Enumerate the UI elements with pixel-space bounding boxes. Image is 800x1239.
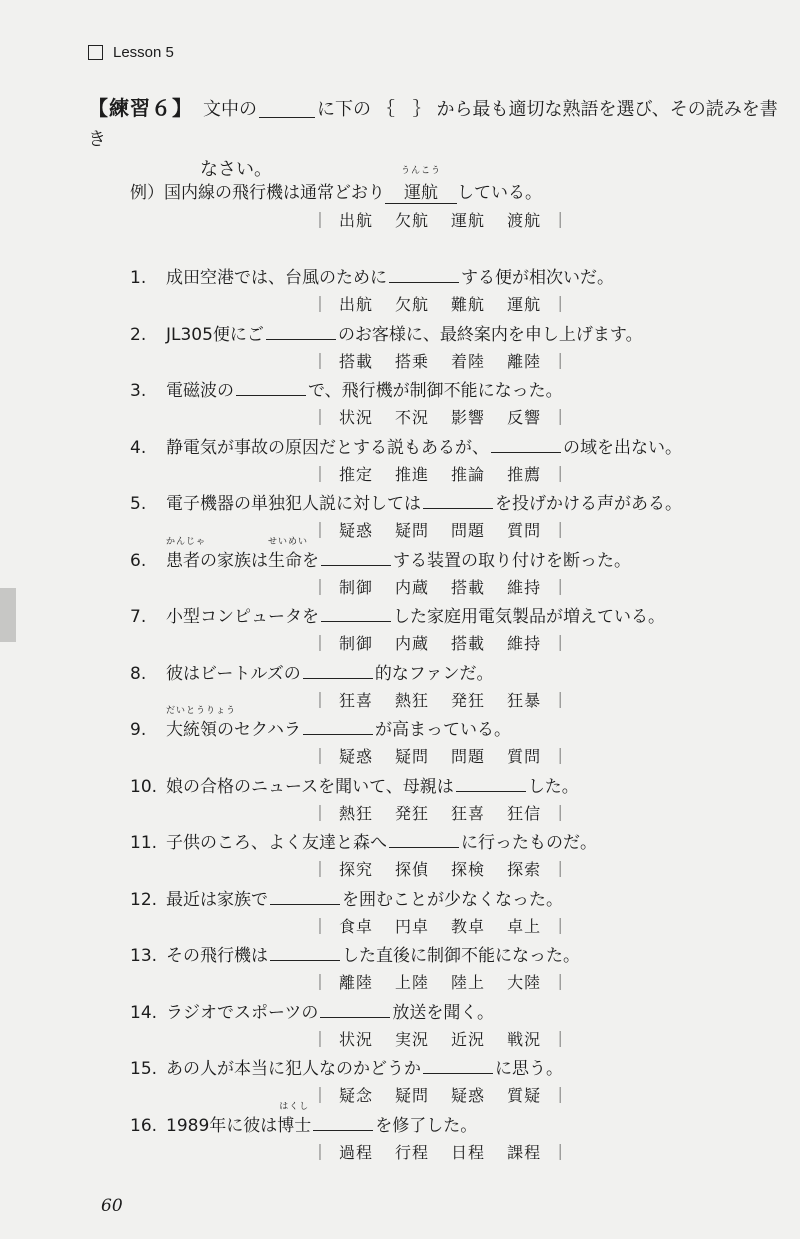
choice-option: 狂喜	[339, 691, 374, 710]
question-number: 5.	[130, 494, 147, 514]
question-number: 10.	[130, 777, 158, 797]
lesson-header	[88, 44, 174, 61]
choice-option: 維持	[507, 634, 542, 653]
question-number: 13.	[130, 946, 158, 966]
instruction-text-d: なさい。	[200, 159, 272, 180]
checkbox-square-icon	[88, 45, 103, 60]
brace-close: ｜	[552, 691, 569, 710]
side-thumb-tab	[0, 588, 16, 642]
sentence-after-blank: で、飛行機が制御不能になった。	[308, 381, 563, 401]
choice-option: 上陸	[395, 973, 430, 992]
choice-set	[312, 518, 568, 541]
question-sentence	[130, 772, 579, 797]
brace-open: ｜	[312, 747, 329, 766]
furigana: せいめい	[268, 537, 309, 547]
brace-open: ｜	[312, 917, 329, 936]
sentence-before-blank: 子供のころ、よく友達と森へ	[166, 833, 387, 853]
choice-option: 熱狂	[339, 804, 374, 823]
brace-close: ｜	[552, 578, 569, 597]
sentence-before-blank: のセクハラ	[217, 720, 301, 740]
sentence-after-blank: 放送を聞く。	[392, 1003, 494, 1023]
brace-close: ｜	[552, 1086, 569, 1105]
question-sentence	[130, 602, 665, 627]
instruction-text-c: から最も適切な熟語を選び、その読みを書き	[88, 99, 778, 150]
question-sentence	[130, 489, 682, 514]
choice-option: 疑問	[395, 521, 430, 540]
choice-option: 出航	[339, 211, 374, 230]
ruby-base: 博士	[277, 1116, 312, 1136]
ruby-base: 大統領	[166, 720, 217, 740]
choice-option: 内蔵	[395, 578, 430, 597]
brace-close: ｜	[552, 1030, 569, 1049]
brace-open: ｜	[312, 860, 329, 879]
sentence-before-blank: 小型コンピュータを	[166, 607, 319, 627]
brace-close: ｜	[552, 295, 569, 314]
choice-set	[312, 970, 568, 993]
choice-option: 搭載	[451, 634, 486, 653]
question-sentence	[130, 828, 597, 853]
choice-option: 推薦	[507, 465, 542, 484]
sentence-after-blank: に行ったものだ。	[461, 833, 597, 853]
choice-set	[312, 1027, 568, 1050]
exercise-tag: 【練習６】	[88, 96, 193, 120]
choice-option: 離陸	[507, 352, 542, 371]
sentence-before-blank: JL305便にご	[166, 325, 264, 345]
choice-option: 運航	[451, 211, 486, 230]
choice-option: 搭載	[339, 352, 374, 371]
choice-option: 探索	[507, 860, 542, 879]
sentence-before-blank: 娘の合格のニュースを聞いて、母親は	[166, 777, 454, 797]
question-sentence	[130, 998, 494, 1023]
sentence-after-blank: のお客様に、最終案内を申し上げます。	[337, 325, 643, 345]
choice-option: 推定	[339, 465, 374, 484]
question-number: 8.	[130, 664, 147, 684]
example-suffix: している。	[457, 183, 542, 203]
choice-option: 影響	[451, 408, 486, 427]
brace-close: ｜	[552, 634, 569, 653]
question-number: 6.	[130, 551, 147, 571]
choice-set	[312, 801, 568, 824]
example-answer-ruby: うんこう	[400, 166, 441, 176]
choice-set	[312, 744, 568, 767]
sentence-before-blank: 彼はビートルズの	[166, 664, 301, 684]
choice-option: 維持	[507, 578, 542, 597]
choice-option: 着陸	[451, 352, 486, 371]
choice-option: 熱狂	[395, 691, 430, 710]
instruction-text-a: 文中の	[203, 99, 257, 120]
answer-blank	[313, 1112, 373, 1131]
sentence-before-blank: あの人が本当に犯人なのかどうか	[166, 1059, 421, 1079]
choice-option: 問題	[451, 747, 486, 766]
question-sentence	[130, 1054, 563, 1079]
question-sentence	[130, 706, 511, 740]
choice-option: 搭乗	[395, 352, 430, 371]
answer-blank	[320, 999, 390, 1018]
choice-option: 離陸	[339, 973, 374, 992]
sentence-after-blank: を投げかける声がある。	[495, 494, 682, 514]
instruction-text-b: に下の	[317, 99, 371, 120]
brace-open: ｜	[312, 295, 329, 314]
example-choices: ｜ 出航 欠航 運航 渡航 ｜	[312, 208, 568, 231]
choice-option: 疑問	[395, 747, 430, 766]
brace-close: ｜	[552, 973, 569, 992]
brace-close: ｝	[412, 99, 431, 120]
choice-set	[312, 1140, 568, 1163]
question-number: 2.	[130, 325, 147, 345]
question-sentence	[130, 885, 563, 910]
choice-option: 疑惑	[339, 747, 374, 766]
sentence-after-blank: する便が相次いだ。	[461, 268, 614, 288]
choice-set	[312, 1083, 568, 1106]
brace-open: ｜	[312, 408, 329, 427]
choice-option: 推進	[395, 465, 430, 484]
choice-option: 探偵	[395, 860, 430, 879]
choice-option: 戦況	[507, 1030, 542, 1049]
sentence-after-blank: が高まっている。	[374, 720, 511, 740]
sentence-after-blank: した家庭用電気製品が増えている。	[393, 607, 665, 627]
question-number: 15.	[130, 1059, 158, 1079]
answer-blank	[491, 434, 561, 453]
answer-blank	[389, 829, 459, 848]
answer-blank	[423, 1055, 493, 1074]
question-number: 12.	[130, 890, 158, 910]
choice-option: 行程	[395, 1143, 430, 1162]
brace-open: ｜	[312, 1086, 329, 1105]
choice-option: 過程	[339, 1143, 374, 1162]
choice-option: 不況	[395, 408, 430, 427]
brace-open: ｜	[312, 352, 329, 371]
furigana: かんじゃ	[166, 537, 207, 547]
choice-option: 出航	[339, 295, 374, 314]
question-number: 11.	[130, 833, 158, 853]
sentence-after-blank: した。	[527, 777, 579, 797]
choice-option: 質問	[507, 521, 542, 540]
sentence-before-blank: ラジオでスポーツの	[166, 1003, 319, 1023]
sentence-after-blank: を囲むことが少なくなった。	[342, 890, 563, 910]
brace-open: ｛	[376, 99, 395, 120]
sentence-before-blank: 1989年に彼は	[166, 1116, 278, 1136]
brace-open: ｜	[312, 1143, 329, 1162]
choice-option: 制御	[339, 578, 374, 597]
ruby-word	[166, 537, 207, 571]
instruction-blank	[259, 99, 315, 118]
choice-set	[312, 462, 568, 485]
brace-open: ｜	[312, 973, 329, 992]
question-number: 1.	[130, 268, 147, 288]
choice-option: 運航	[507, 295, 542, 314]
choice-option: 発狂	[395, 804, 430, 823]
answer-blank	[423, 490, 493, 509]
sentence-before-blank: 最近は家族で	[166, 890, 268, 910]
answer-blank	[303, 660, 373, 679]
choice-set	[312, 405, 568, 428]
choice-option: 狂信	[507, 804, 542, 823]
brace-close: ｜	[552, 408, 569, 427]
question-sentence	[130, 376, 563, 401]
answer-blank	[236, 377, 306, 396]
question-number: 4.	[130, 438, 147, 458]
choice-option: 円卓	[395, 917, 430, 936]
example-answer-text: 運航	[404, 183, 438, 203]
furigana: はくし	[279, 1102, 310, 1112]
question-sentence	[130, 659, 493, 684]
sentence-before-blank: の家族は	[200, 551, 268, 571]
sentence-before-blank: 静電気が事故の原因だとする説もあるが、	[166, 438, 489, 458]
choice-set	[312, 857, 568, 880]
brace-close: ｜	[552, 465, 569, 484]
answer-blank	[321, 603, 391, 622]
question-number: 7.	[130, 607, 147, 627]
brace-open: ｜	[312, 634, 329, 653]
brace-open: ｜	[312, 465, 329, 484]
choice-option: 質疑	[507, 1086, 542, 1105]
choice-option: 状況	[339, 408, 374, 427]
choice-option: 狂暴	[507, 691, 542, 710]
choice-option: 制御	[339, 634, 374, 653]
question-number: 14.	[130, 1003, 158, 1023]
sentence-after-blank: 的なファンだ。	[374, 664, 494, 684]
choice-option: 卓上	[507, 917, 542, 936]
question-number: 9.	[130, 720, 147, 740]
answer-blank	[266, 321, 336, 340]
question-sentence	[130, 941, 580, 966]
brace-close: ｜	[552, 860, 569, 879]
choice-option: 疑念	[339, 1086, 374, 1105]
sentence-after-blank: する装置の取り付けを断った。	[393, 551, 631, 571]
choice-option: 疑問	[395, 1086, 430, 1105]
brace-open: ｜	[312, 804, 329, 823]
choice-option: 欠航	[395, 295, 430, 314]
choice-option: 欠航	[395, 211, 430, 230]
choice-set	[312, 631, 568, 654]
question-sentence	[130, 263, 614, 288]
question-number: 16.	[130, 1116, 158, 1136]
choice-option: 反響	[507, 408, 542, 427]
answer-blank	[456, 773, 526, 792]
furigana: だいとうりょう	[166, 706, 237, 716]
brace-open: ｜	[312, 1030, 329, 1049]
question-sentence	[130, 433, 682, 458]
sentence-mid: を	[302, 551, 319, 571]
brace-close: ｜	[552, 917, 569, 936]
choice-option: 陸上	[451, 973, 486, 992]
sentence-after-blank: を修了した。	[375, 1116, 478, 1136]
choice-option: 渡航	[507, 211, 542, 230]
choice-option: 疑惑	[339, 521, 374, 540]
choice-option: 食卓	[339, 917, 374, 936]
question-sentence	[130, 320, 643, 345]
ruby-word	[166, 706, 237, 740]
sentence-before-blank: 電磁波の	[166, 381, 234, 401]
choice-option: 難航	[451, 295, 486, 314]
choice-option: 搭載	[451, 578, 486, 597]
sentence-before-blank: 成田空港では、台風のために	[166, 268, 387, 288]
ruby-word	[268, 537, 309, 571]
question-sentence	[130, 537, 631, 571]
brace-close: ｜	[552, 521, 569, 540]
example-prefix: 例）国内線の飛行機は通常どおり	[130, 183, 385, 203]
choice-option: 日程	[451, 1143, 486, 1162]
choice-set	[312, 688, 568, 711]
choice-option: 近況	[451, 1030, 486, 1049]
choice-option: 実況	[395, 1030, 430, 1049]
choice-option: 内蔵	[395, 634, 430, 653]
ruby-base: 患者	[166, 551, 200, 571]
choice-set	[312, 575, 568, 598]
choice-option: 疑惑	[451, 1086, 486, 1105]
brace-close: ｜	[552, 1143, 569, 1162]
brace-close: ｜	[552, 352, 569, 371]
sentence-after-blank: の域を出ない。	[563, 438, 682, 458]
choice-set	[312, 914, 568, 937]
ruby-base: 生命	[268, 551, 302, 571]
answer-blank	[303, 716, 373, 735]
choice-option: 問題	[451, 521, 486, 540]
question-number: 3.	[130, 381, 147, 401]
brace-open: ｜	[312, 691, 329, 710]
example-answer	[385, 166, 457, 204]
brace-open: ｜	[312, 578, 329, 597]
sentence-before-blank: 電子機器の単独犯人説に対しては	[166, 494, 421, 514]
sentence-before-blank: その飛行機は	[166, 946, 268, 966]
sentence-after-blank: に思う。	[495, 1059, 563, 1079]
choice-option: 推論	[451, 465, 486, 484]
choice-option: 質問	[507, 747, 542, 766]
choice-option: 課程	[507, 1143, 542, 1162]
ruby-word	[277, 1102, 312, 1136]
lesson-label: Lesson 5	[113, 44, 174, 61]
answer-blank	[270, 886, 340, 905]
brace-open: ｜	[312, 521, 329, 540]
choice-option: 大陸	[507, 973, 542, 992]
answer-blank	[389, 264, 459, 283]
answer-blank	[321, 547, 391, 566]
choice-option: 発狂	[451, 691, 486, 710]
choice-option: 状況	[339, 1030, 374, 1049]
choice-set	[312, 292, 568, 315]
answer-blank	[270, 942, 340, 961]
choice-option: 探究	[339, 860, 374, 879]
choice-option: 探検	[451, 860, 486, 879]
choice-option: 教卓	[451, 917, 486, 936]
sentence-after-blank: した直後に制御不能になった。	[342, 946, 580, 966]
brace-close: ｜	[552, 747, 569, 766]
choice-option: 狂喜	[451, 804, 486, 823]
choice-set	[312, 349, 568, 372]
question-sentence	[130, 1102, 478, 1136]
brace-close: ｜	[552, 804, 569, 823]
page-number: 60	[101, 1196, 123, 1216]
